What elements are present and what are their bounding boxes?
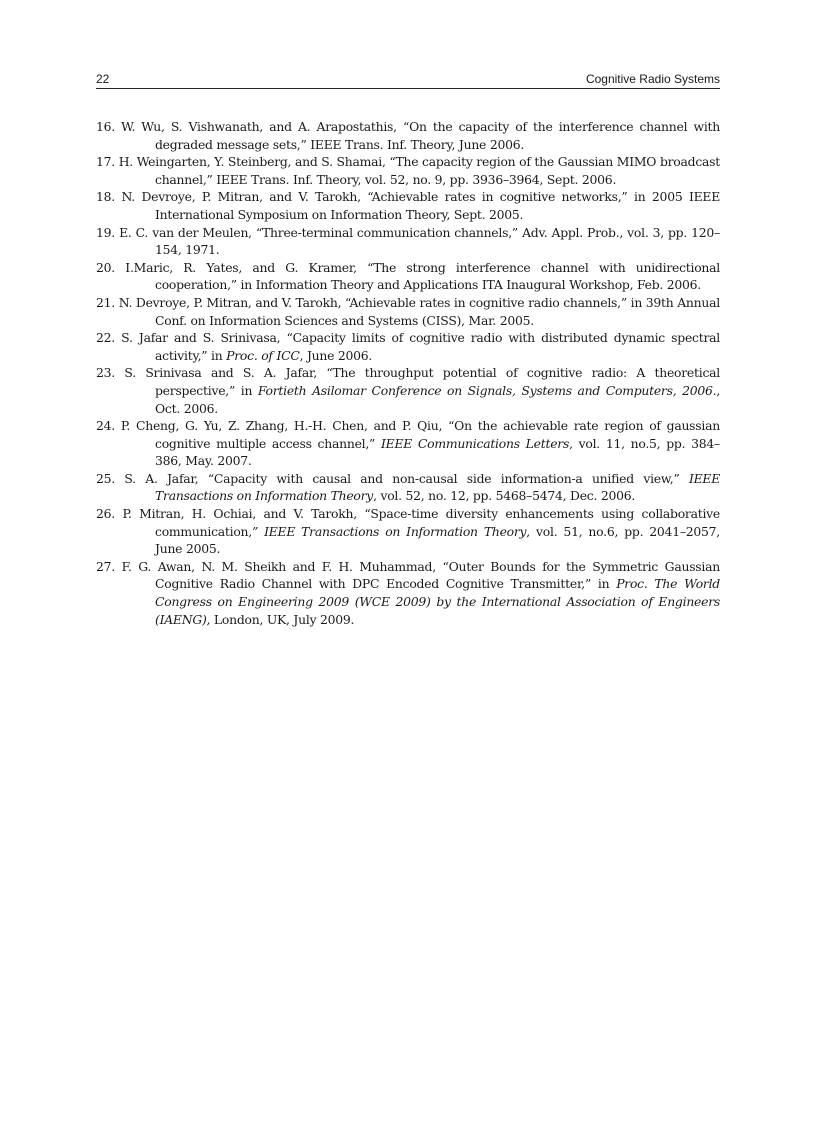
reference-text	[122, 559, 720, 627]
reference-text	[121, 418, 720, 468]
reference-venue-italic: Proc. of ICC	[226, 347, 300, 363]
reference-text	[121, 330, 720, 363]
reference-number: 19.	[96, 224, 115, 240]
reference-venue-italic: IEEE Communications Letters	[381, 435, 570, 451]
reference-text-segment: E. C. van der Meulen, “Three-terminal communication channels,” Adv. Appl. Prob., vol. 3, pp. 120–154, 1971.	[119, 224, 720, 258]
reference-number: 20.	[96, 259, 115, 275]
reference-number: 22.	[96, 330, 115, 346]
running-title: Cognitive Radio Systems	[585, 72, 720, 86]
reference-text	[119, 295, 720, 328]
reference-number: 21.	[96, 294, 115, 310]
reference-number: 27.	[96, 558, 115, 574]
reference-text-segment: N. Devroye, P. Mitran, and V. Tarokh, “Achievable rates in cognitive networks,” in 2005 IEEE International Symposium on Information Theory, Sept. 2005.	[121, 189, 720, 222]
reference-text	[122, 506, 720, 556]
page-number: 22	[96, 72, 110, 86]
reference-item	[96, 470, 720, 505]
reference-venue-italic: Fortieth Asilomar Conference on Signals, Systems and Computers, 2006.	[257, 382, 717, 398]
reference-venue-italic: IEEE Transactions on Information Theory	[155, 470, 720, 504]
reference-list	[96, 118, 720, 628]
reference-venue-italic: ” IEEE Transactions on Information Theory	[251, 523, 527, 539]
reference-item	[96, 153, 720, 188]
reference-text-segment: , vol. 51, no.6, pp. 2041–2057, June 2005.	[155, 523, 720, 557]
reference-text-segment: , vol. 11, no.5, pp. 384–386, May. 2007.	[155, 435, 720, 469]
reference-venue-italic: Proc. The World Congress on Engineering 2009 (WCE 2009) by the International Association of Engineers (IAENG)	[155, 576, 720, 627]
reference-text-segment: N. Devroye, P. Mitran, and V. Tarokh, “Achievable rates in cognitive radio channels,” in 39th Annual Conf. on Information Sciences and Systems (CISS), Mar. 2005.	[118, 294, 720, 328]
reference-item	[96, 558, 720, 628]
reference-text-segment: I.Maric, R. Yates, and G. Kramer, “The strong interference channel with unidirectional cooperation,” in Information Theory and Applications ITA Inaugural Workshop, Feb. 2006.	[125, 259, 720, 293]
reference-text-segment: H. Weingarten, Y. Steinberg, and S. Shamai, “The capacity region of the Gaussian MIMO broadcast channel,” IEEE Trans. Inf. Theory, vol. 52, no. 9, pp. 3936–3964, Sept. 2006.	[118, 154, 720, 187]
reference-number: 25.	[96, 470, 115, 486]
reference-text-segment: , June 2006.	[299, 347, 373, 363]
reference-text-segment: S. A. Jafar, “Capacity with causal and non-causal side information-a unified view,”	[124, 470, 689, 486]
reference-number: 26.	[96, 506, 115, 522]
reference-text-segment: P. Cheng, G. Yu, Z. Zhang, H.-H. Chen, and P. Qiu, “On the achievable rate region of gaussian cognitive multiple access channel,”	[120, 418, 720, 451]
reference-text	[125, 260, 720, 293]
reference-number: 17.	[96, 154, 115, 170]
reference-text	[119, 225, 720, 258]
page-header	[96, 70, 720, 89]
reference-item	[96, 294, 720, 329]
reference-text	[119, 154, 720, 187]
reference-text	[121, 189, 720, 222]
reference-item	[96, 259, 720, 294]
reference-text	[124, 365, 720, 415]
reference-text	[121, 119, 720, 152]
reference-text-segment: W. Wu, S. Vishwanath, and A. Arapostathis, “On the capacity of the interference channel with degraded message sets,” IEEE Trans. Inf. Theory, June 2006.	[121, 119, 720, 152]
reference-text-segment: , Oct. 2006.	[155, 382, 720, 416]
reference-text-segment: F. G. Awan, N. M. Sheikh and F. H. Muhammad, “Outer Bounds for the Symmetric Gaussian Cognitive Radio Channel with DPC Encoded Cognitive Transmitter,” in	[121, 558, 720, 592]
reference-item	[96, 505, 720, 558]
reference-text-segment: , London, UK, July 2009.	[206, 611, 355, 627]
reference-text	[124, 471, 720, 504]
reference-item	[96, 329, 720, 364]
reference-number: 16.	[96, 119, 115, 134]
reference-number: 23.	[96, 365, 115, 381]
reference-text-segment: S. Jafar and S. Srinivasa, “Capacity limits of cognitive radio with distributed dynamic spectral activity,” in	[121, 330, 720, 363]
reference-item	[96, 224, 720, 259]
reference-text-segment: S. Srinivasa and S. A. Jafar, “The throughput potential of cognitive radio: A theoretical perspective,” in	[124, 365, 720, 398]
reference-item	[96, 118, 720, 153]
reference-item	[96, 364, 720, 417]
reference-number: 18.	[96, 189, 115, 205]
reference-item	[96, 417, 720, 470]
reference-text-segment: , vol. 52, no. 12, pp. 5468–5474, Dec. 2006.	[373, 488, 636, 504]
reference-number: 24.	[96, 418, 115, 434]
reference-item	[96, 188, 720, 223]
reference-text-segment: P. Mitran, H. Ochiai, and V. Tarokh, “Space-time diversity enhancements using collaborative communication,	[122, 506, 720, 539]
